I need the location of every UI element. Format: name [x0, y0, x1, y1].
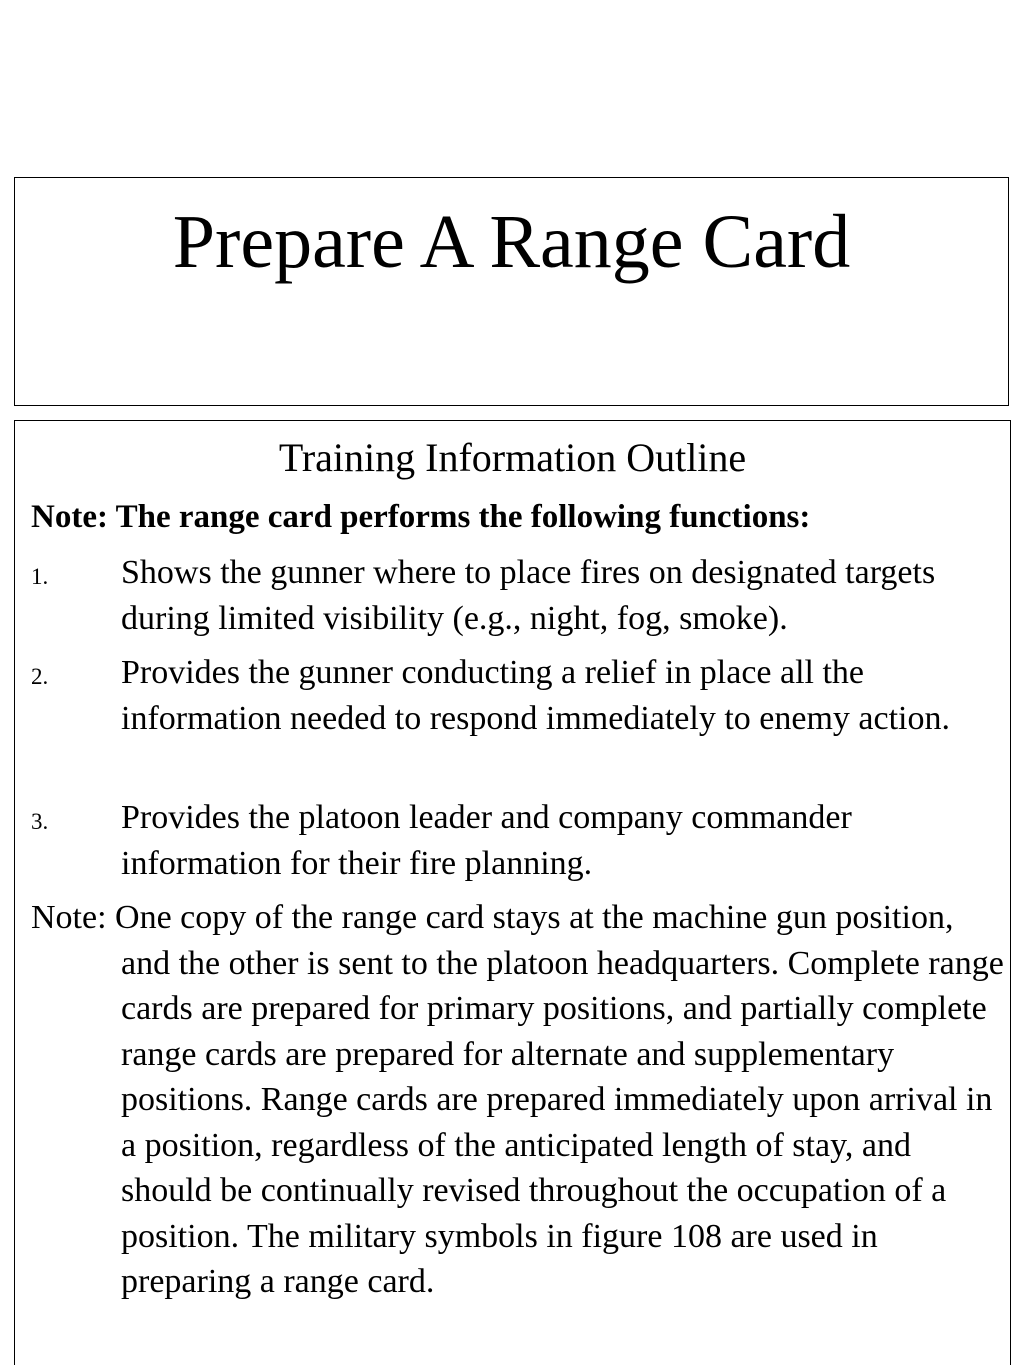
- closing-note: Note: One copy of the range card stays at the machine gun position, and the other is sent to the platoon headquarters. Complete range cards are prepared for primary positions, and partially complete range cards are prepared for alternate and supplementary positions. Range cards are prepared immediately upon arrival in a position, regardless of the anticipated length of stay, and should be continually revised throughout the occupation of a position. The military symbols in figure 108 are used in preparing a range card.: [31, 899, 1004, 1300]
- list-text: Shows the gunner where to place fires on designated targets during limited visibility (e.g., night, fog, smoke).: [121, 554, 936, 637]
- subtitle: Training Information Outline: [278, 435, 747, 480]
- list-item: [31, 795, 1006, 886]
- list-text: Provides the gunner conducting a relief in place all the information needed to respond immediately to enemy action.: [121, 654, 950, 737]
- title-box: [14, 177, 1009, 406]
- list-number: 2.: [31, 664, 49, 689]
- list-number: 3.: [31, 809, 49, 834]
- page-title: Prepare A Range Card: [172, 200, 851, 284]
- list-item: [31, 550, 1006, 641]
- list-text: Provides the platoon leader and company commander information for their fire planning.: [121, 799, 852, 882]
- list-number: 1.: [31, 564, 49, 589]
- list-item: [31, 650, 1006, 741]
- content-box: [14, 420, 1011, 1365]
- note-heading: Note: The range card performs the following functions:: [31, 499, 811, 535]
